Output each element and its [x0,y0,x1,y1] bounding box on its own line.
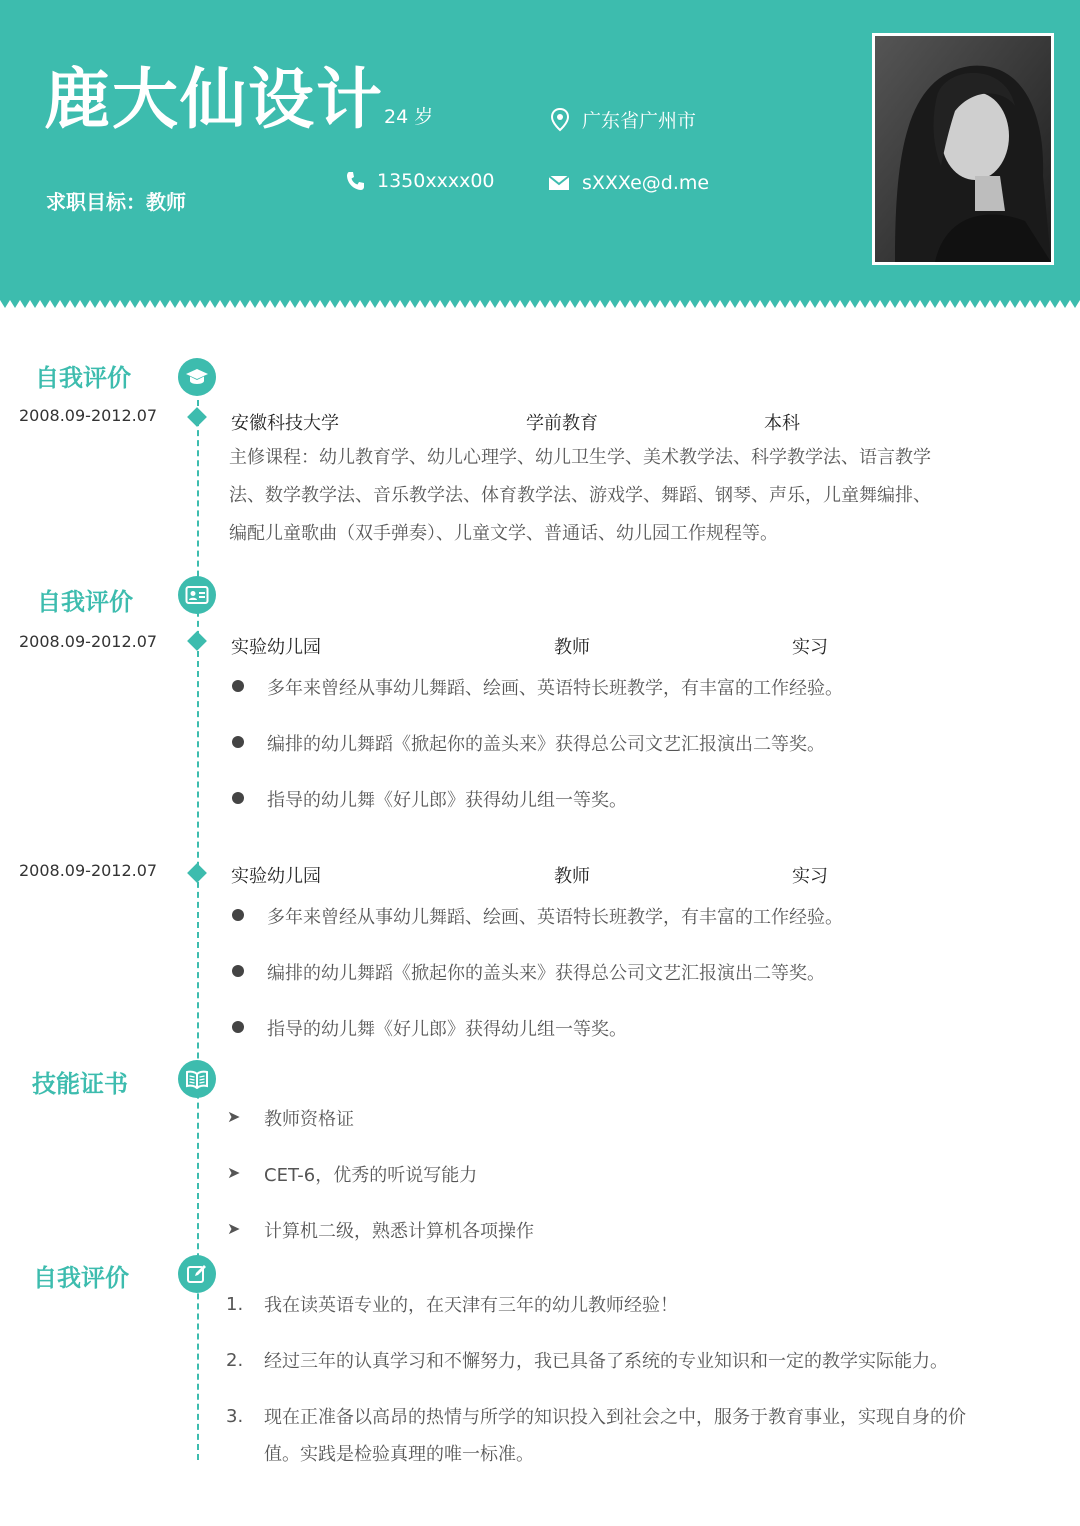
section-title-experience: 自我评价 [37,588,133,616]
experience-item: 编排的幼儿舞蹈《掀起你的盖头来》获得总公司文艺汇报演出二等奖。 [267,734,825,755]
bullet-dot [232,792,244,804]
course-line: 主修课程：幼儿教育学、幼儿心理学、幼儿卫生学、美术教学法、科学教学法、语言教学 [229,447,931,468]
list-number: 3. [226,1406,244,1427]
location-pin-icon [550,108,570,132]
job-type: 实习 [792,637,828,658]
arrow-bullet-icon: ➤ [227,1107,241,1126]
experience-item: 指导的幼儿舞《好儿郎》获得幼儿组一等奖。 [267,1019,627,1040]
course-description [229,439,989,553]
skill-item: 计算机二级，熟悉计算机各项操作 [264,1221,534,1242]
list-number: 2. [226,1350,244,1371]
graduation-cap-icon [178,358,216,396]
section-title-self-evaluation: 自我评价 [33,1264,129,1292]
phone-icon [345,170,365,192]
timeline-marker [187,407,207,427]
self-evaluation-item: 经过三年的认真学习和不懈努力，我已具备了系统的专业知识和一定的教学实际能力。 [264,1351,948,1372]
arrow-bullet-icon: ➤ [227,1163,241,1182]
employer-name: 实验幼儿园 [231,866,321,887]
timeline-marker [187,631,207,651]
skill-item: CET-6，优秀的听说写能力 [264,1165,478,1186]
section-title-education: 自我评价 [35,364,131,392]
id-card-icon [178,576,216,614]
experience-item: 编排的幼儿舞蹈《掀起你的盖头来》获得总公司文艺汇报演出二等奖。 [267,963,825,984]
bullet-dot [232,736,244,748]
major: 学前教育 [526,413,598,434]
job-target: 求职目标：教师 [46,190,186,214]
school-name: 安徽科技大学 [231,413,339,434]
portrait-placeholder-icon [875,36,1051,262]
job-title: 教师 [554,637,590,658]
course-line: 法、数学教学法、音乐教学法、体育教学法、游戏学、舞蹈、钢琴、声乐，儿童舞编排、 [229,485,931,506]
list-number: 1. [226,1294,244,1315]
candidate-age: 24 岁 [384,106,434,128]
job-title: 教师 [554,866,590,887]
location-text: 广东省广州市 [582,110,697,132]
experience-item: 多年来曾经从事幼儿舞蹈、绘画、英语特长班教学，有丰富的工作经验。 [267,907,843,928]
section-title-skills: 技能证书 [32,1070,128,1098]
bullet-dot [232,680,244,692]
course-line: 编配儿童歌曲（双手弹奏）、儿童文学、普通话、幼儿园工作规程等。 [229,523,778,544]
timeline-line [197,400,199,1460]
phone-text: 1350xxxx00 [377,170,495,192]
experience-item: 指导的幼儿舞《好儿郎》获得幼儿组一等奖。 [267,790,627,811]
degree: 本科 [764,413,800,434]
profile-photo [872,33,1054,265]
bullet-dot [232,1021,244,1033]
arrow-bullet-icon: ➤ [227,1219,241,1238]
book-icon [178,1060,216,1098]
experience-item: 多年来曾经从事幼儿舞蹈、绘画、英语特长班教学，有丰富的工作经验。 [267,678,843,699]
entry-date: 2008.09-2012.07 [19,406,158,425]
employer-name: 实验幼儿园 [231,637,321,658]
bullet-dot [232,965,244,977]
zigzag-border [0,296,1080,310]
location-info [550,106,696,133]
candidate-name: 鹿大仙设计 [44,61,384,138]
mail-icon [548,175,570,191]
bullet-dot [232,909,244,921]
timeline-marker [187,863,207,883]
self-evaluation-item: 我在读英语专业的，在天津有三年的幼儿教师经验！ [264,1295,678,1316]
skill-item: 教师资格证 [264,1109,354,1130]
phone-info [345,170,495,192]
email-text: sXXXe@d.me [582,172,710,194]
self-evaluation-item: 现在正准备以高昂的热情与所学的知识投入到社会之中，服务于教育事业，实现自身的价值。实践是检验真理的唯一标准。 [264,1407,966,1465]
email-info [548,172,709,194]
entry-date: 2008.09-2012.07 [19,861,158,880]
job-type: 实习 [792,866,828,887]
entry-date: 2008.09-2012.07 [19,632,158,651]
edit-icon [178,1255,216,1293]
